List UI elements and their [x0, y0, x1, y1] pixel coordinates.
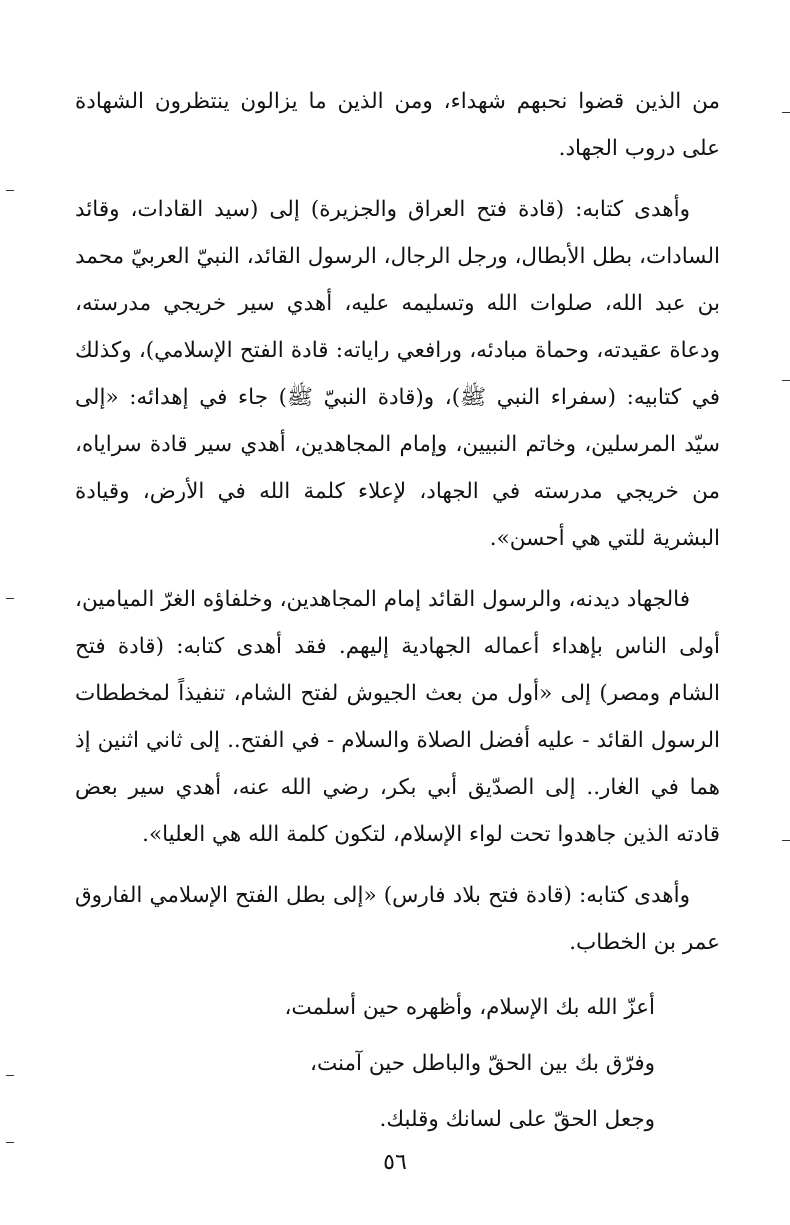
margin-mark: [6, 1075, 14, 1076]
paragraph: وأهدى كتابه: (قادة فتح بلاد فارس) «إلى بطل الفتح الإسلامي الفاروق عمر بن الخطاب.: [75, 883, 720, 955]
paragraph: وأهدى كتابه: (قادة فتح العراق والجزيرة) إلى (سيد القادات، وقائد السادات، بطل الأبطال، ورجل الرجال، الرسول القائد، النبيّ العربيّ محمد بن عبد الله، صلوات الله وتسليمه عليه، أهدي سير خريجي مدرسته، ودعاة عقيدته، وحماة مبادئه، ورافعي راياته: قادة الفتح الإسلامي)، وكذلك في كتابيه: (سفراء النبي ﷺ)، و(قادة النبيّ ﷺ) جاء في إهدائه: «إلى سيّد المرسلين، وخاتم النبيين، وإمام المجاهدين، أهدي سير قادة سراياه، من خريجي مدرسته في الجهاد، لإعلاء كلمة الله في الأرض، وقيادة البشرية للتي هي أحسن».: [75, 197, 720, 551]
margin-mark: [782, 380, 790, 381]
margin-mark: [6, 1142, 14, 1143]
paragraph: فالجهاد ديدنه، والرسول القائد إمام المجاهدين، وخلفاؤه الغرّ الميامين، أولى الناس بإهداء أعماله الجهادية إليهم. فقد أهدى كتابه: (قادة فتح الشام ومصر) إلى «أول من بعث الجيوش لفتح الشام، تنفيذاً لمخططات الرسول القائد - عليه أفضل الصلاة والسلام - في الفتح.. إلى ثاني اثنين إذ هما في الغار.. إلى الصدّيق أبي بكر، رضي الله عنه، أهدي سير بعض قادته الذين جاهدوا تحت لواء الإسلام، لتكون كلمة الله هي العليا».: [75, 587, 720, 847]
margin-mark: [6, 190, 14, 191]
verse-line: وجعل الحقّ على لسانك وقلبك.: [379, 1107, 655, 1132]
margin-mark: [782, 112, 790, 113]
verse-line: وفرّق بك بين الحقّ والباطل حين آمنت،: [310, 1051, 655, 1076]
page-number: ٥٦: [383, 1150, 407, 1175]
paragraph: من الذين قضوا نحبهم شهداء، ومن الذين ما يزالون ينتظرون الشهادة على دروب الجهاد.: [75, 89, 720, 161]
page-text: [75, 78, 720, 1148]
quoted-verses: [75, 980, 720, 1148]
margin-mark: [782, 840, 790, 841]
margin-mark: [6, 598, 14, 599]
verse-line: أعزّ الله بك الإسلام، وأظهره حين أسلمت،: [284, 995, 655, 1020]
